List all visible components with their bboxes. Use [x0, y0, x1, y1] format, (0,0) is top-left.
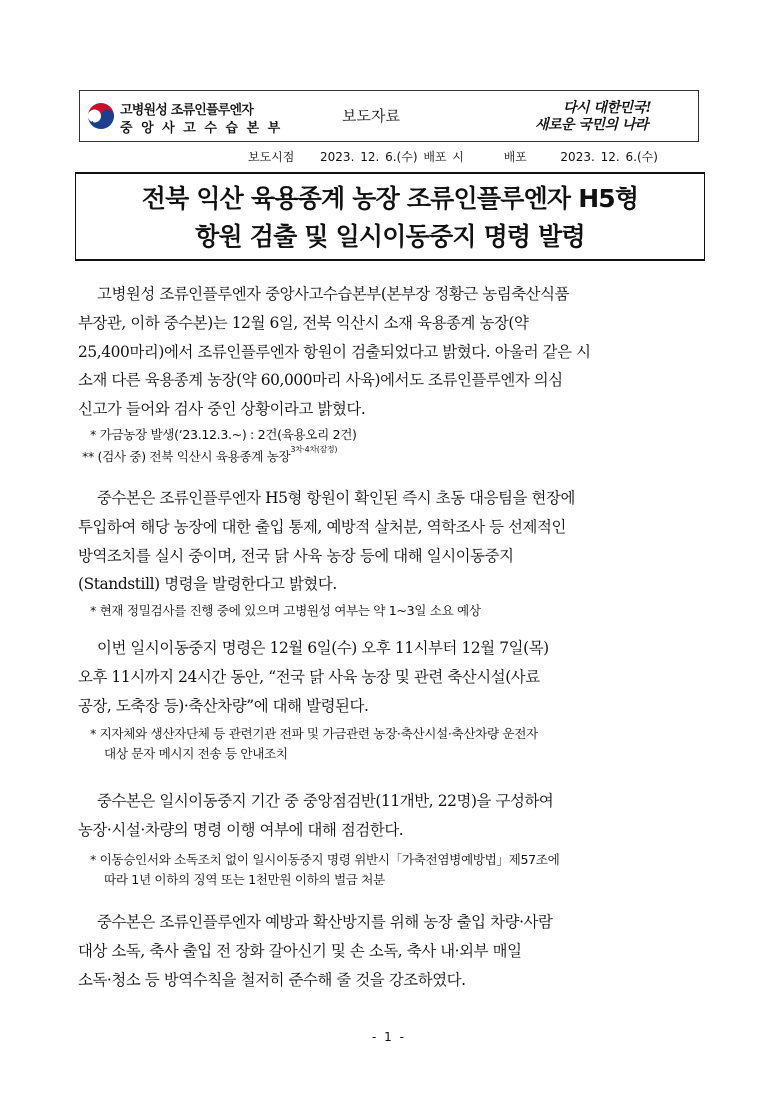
slogan-calligraphy: [535, 97, 690, 137]
page-number: - 1 -: [372, 1030, 406, 1044]
slogan-line-1: 다시 대한민국!: [563, 100, 652, 116]
headline-line-1: 전북 익산 육용종계 농장 조류인플루엔자 H5형: [141, 184, 639, 213]
footnote-4-line-1: * 지자체와 생산자단체 등 관련기관 전파 및 가금관련 농장·축산시설·축산차량 운전자: [90, 726, 538, 741]
p2-line: 중수본은 조류인플루엔자 H5형 항원이 확인된 즉시 초동 대응팀을 현장에: [97, 489, 575, 507]
headline-box: [75, 172, 705, 261]
p5-line: 대상 소독, 축사 출입 전 장화 갈아신기 및 손 소독, 축사 내·외부 매일: [78, 941, 522, 960]
press-release-label: 보도자료: [342, 107, 400, 125]
paragraph-4: [78, 787, 708, 845]
distribution-label: 배포: [503, 150, 527, 164]
paragraph-2: [78, 484, 708, 599]
distribution-date: 2023. 12. 6.(수): [560, 150, 658, 164]
footnote-2-sup: 3차·4차(잠정): [290, 445, 338, 454]
p1-line: 신고가 들어와 검사 중인 상황이라고 밝혔다.: [78, 400, 366, 419]
footnote-5-line-2: 따라 1년 이하의 징역 또는 1천만원 이하의 벌금 처분: [104, 872, 385, 887]
release-time-value: 2023. 12. 6.(수) 배포 시: [320, 150, 464, 164]
logo-org-name: 고병원성 조류인플루엔자: [120, 103, 254, 118]
footnote-4-line-2: 대상 문자 메시지 전송 등 안내조치: [104, 746, 288, 761]
footnote-1: * 가금농장 발생(‘23.12.3.~) : 2건(육용오리 2건): [90, 427, 357, 442]
p1-line: 25,400마리)에서 조류인플루엔자 항원이 검출되었다고 밝혔다. 아울러 같은 시: [78, 342, 591, 361]
ministry-logo: [86, 98, 296, 136]
footnote-2-text: ** (검사 중) 전북 익산시 육용종계 농장: [82, 449, 291, 464]
release-time-label: 보도시점: [248, 150, 295, 164]
slogan-line-2: 새로운 국민의 나라: [535, 117, 648, 133]
footnote-4: [90, 724, 715, 764]
p1-line: 소재 다른 육용종계 농장(약 60,000마리 사육)에서도 조류인플루엔자 의심: [78, 371, 563, 390]
paragraph-5: [78, 908, 708, 994]
footnote-5-line-1: * 이동승인서와 소독조치 없이 일시이동중지 명령 위반시「가축전염병예방법」제57조에: [90, 852, 560, 867]
headline-line-2: 항원 검출 및 일시이동중지 명령 발령: [195, 222, 585, 251]
p4-line: 중수본은 일시이동중지 기간 중 중앙점검반(11개반, 22명)을 구성하여: [97, 792, 554, 810]
p5-line: 소독·청소 등 방역수칙을 철저히 준수해 줄 것을 강조하였다.: [78, 970, 466, 989]
p4-line: 농장·시설·차량의 명령 이행 여부에 대해 점검한다.: [78, 820, 404, 839]
p2-line: 투입하여 해당 농장에 대한 출입 통제, 예방적 살처분, 역학조사 등 선제적인: [78, 517, 566, 536]
footnote-2: [82, 446, 337, 465]
p5-line: 중수본은 조류인플루엔자 예방과 확산방지를 위해 농장 출입 차량·사람: [97, 913, 553, 931]
p1-line: 부장관, 이하 중수본)는 12월 6일, 전북 익산시 소재 육용종계 농장(약: [78, 313, 529, 332]
paragraph-3: [78, 634, 708, 720]
p3-line: 오후 11시까지 24시간 동안, “전국 닭 사육 농장 및 관련 축산시설(사료: [78, 667, 540, 686]
p3-line: 공장, 도축장 등)·축산차량”에 대해 발령된다.: [78, 696, 369, 715]
p1-line: 고병원성 조류인플루엔자 중앙사고수습본부(본부장 정황근 농림축산식품: [97, 285, 570, 303]
p2-line: (Standstill) 명령을 발령한다고 밝혔다.: [78, 575, 337, 594]
p2-line: 방역조치를 실시 중이며, 전국 닭 사육 농장 등에 대해 일시이동중지: [78, 546, 514, 565]
release-info: [248, 148, 658, 165]
logo-org-subname: 중 앙 사 고 수 습 본 부: [120, 121, 283, 136]
footnote-5: [90, 850, 715, 890]
footnote-3: * 현재 정밀검사를 진행 중에 있으며 고병원성 여부는 약 1~3일 소요 예상: [90, 603, 481, 618]
paragraph-1: [78, 280, 708, 424]
taegeuk-emblem-icon: [86, 101, 116, 131]
header-banner: [79, 90, 699, 142]
p3-line: 이번 일시이동중지 명령은 12월 6일(수) 오후 11시부터 12월 7일(목): [97, 639, 549, 657]
